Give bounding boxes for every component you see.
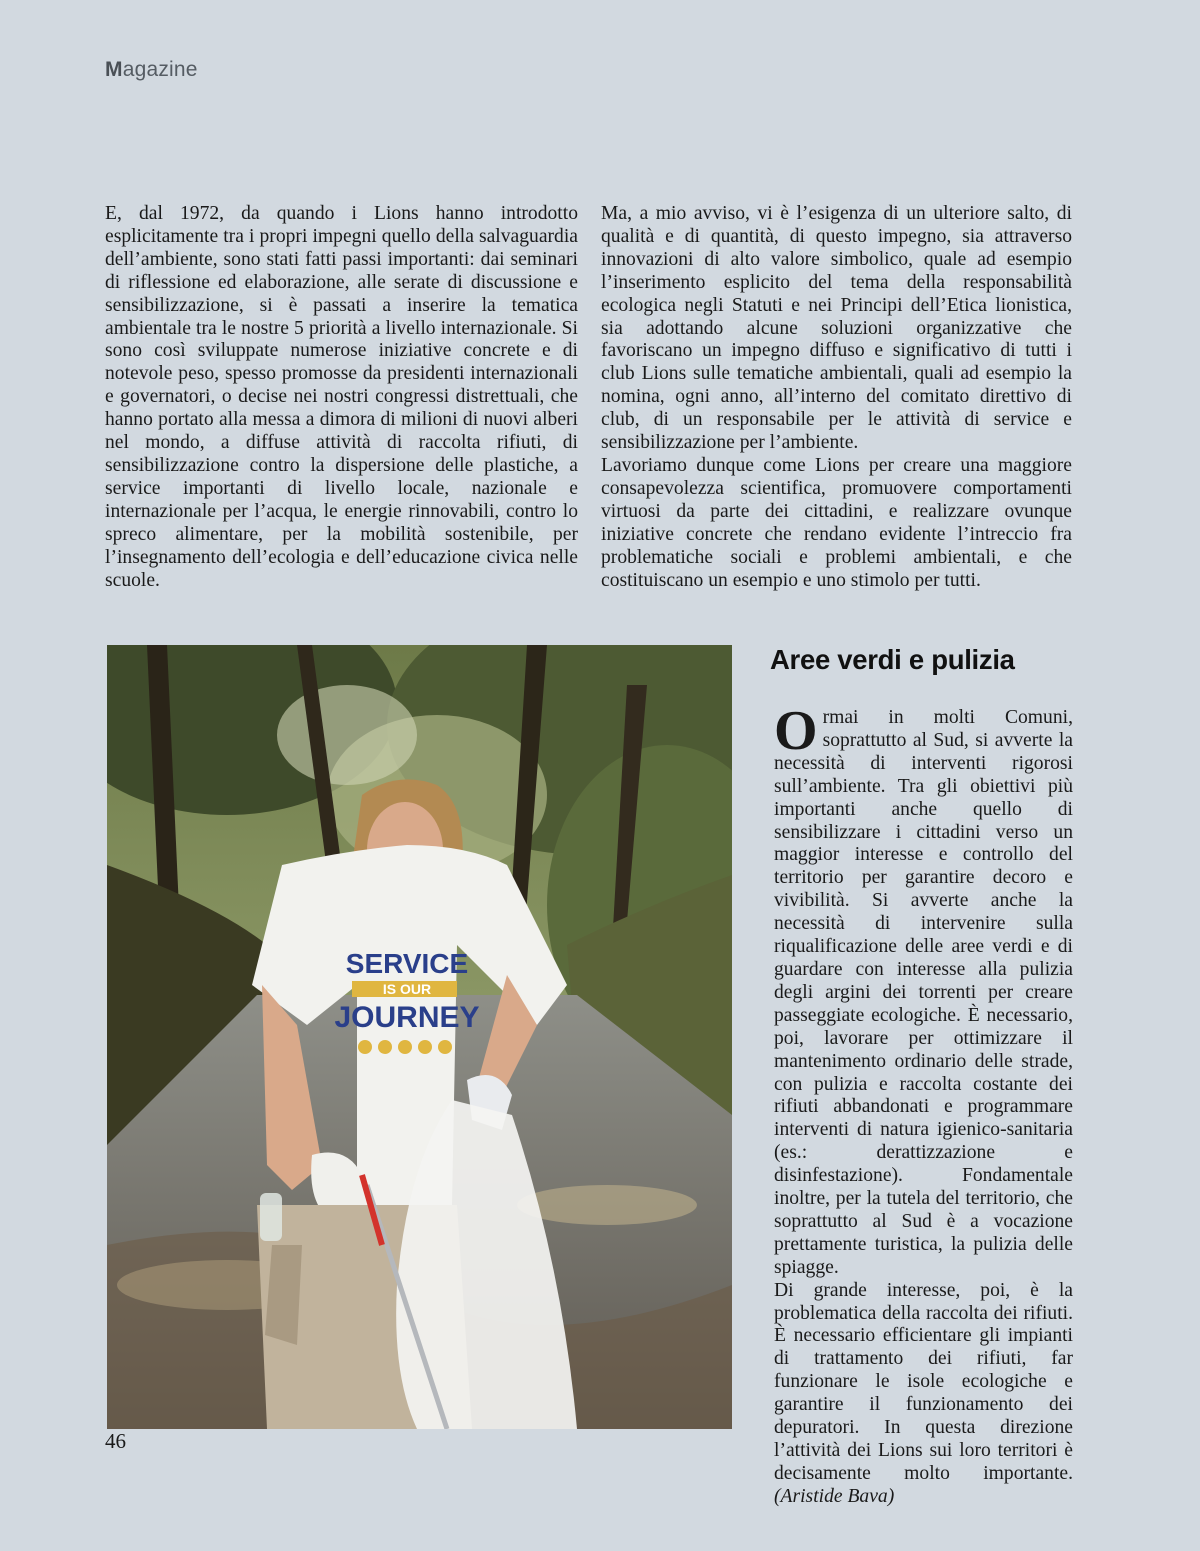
page-number: 46 bbox=[105, 1429, 126, 1453]
sidebar-paragraph bbox=[774, 1280, 1073, 1509]
article-paragraph: E, dal 1972, da quando i Lions hanno introdotto esplicitamente tra i propri impegni quello della salvaguardia dell’ambiente, sono stati fatti passi importanti: dai seminari di riflessione ed elaborazione, alle serate di discussione e sensibilizzazione, si è passati a inserire la tematica ambientale tra le nostre 5 priorità a livello internazionale. Si sono così sviluppate numerose iniziative concrete e di notevole peso, spesso promosse da presidenti internazionali e governatori, o decise nei nostri congressi distrettuali, che hanno portato alla messa a dimora di milioni di nuovi alberi nel mondo, a diffuse attività di raccolta rifiuti, di sensibilizzazione contro la dispersione delle plastiche, a service importanti di livello locale, nazionale e internazionale per l’acqua, le energie rinnovabili, contro lo spreco alimentare, per la mobilità sostenibile, per l’insegnamento dell’ecologia e dell’educazione civica nelle scuole. bbox=[105, 203, 578, 591]
article-column-right bbox=[601, 203, 1072, 592]
sidebar-paragraph bbox=[774, 700, 1073, 1280]
sidebar-body bbox=[774, 700, 1073, 1509]
sidebar-text: Di grande interesse, poi, è la problematica della raccolta dei rifiuti. È necessario efficientare gli impianti di trattamento dei rifiuti, far funzionare le isole ecologiche e garantire il funzionamento dei depuratori. In questa direzione l’attività dei Lions sui loro territori è decisamente molto importante. bbox=[774, 1279, 1073, 1484]
drop-cap: O bbox=[774, 700, 818, 762]
article-paragraph: Lavoriamo dunque come Lions per creare una maggiore consapevolezza scientifica, promuovere comportamenti virtuosi da parte dei cittadini, e realizzare ovunque iniziative concrete che rendano evidente l’intreccio fra problematiche sociali e problemi ambientali, e che costituiscano un esempio e uno stimolo per tutti. bbox=[601, 454, 1072, 591]
section-rest: agazine bbox=[122, 58, 198, 81]
author-signature: (Aristide Bava) bbox=[774, 1485, 895, 1507]
volunteer-photo bbox=[107, 645, 732, 1429]
shirt-line3: JOURNEY bbox=[334, 1001, 480, 1034]
article-paragraph: Ma, a mio avviso, vi è l’esigenza di un ulteriore salto, di qualità e di quantità, di questo impegno, sia attraverso innovazioni di alto valore simbolico, quale ad esempio l’inserimento esplicito del tema della responsabilità ecologica negli Statuti e nei Principi dell’Etica lionistica, sia adottando alcune soluzioni organizzative che favoriscano un impegno diffuso e significativo di tutti i club Lions sulle tematiche ambientali, quali ad esempio la nomina, ogni anno, all’interno del comitato direttivo di club, di un responsabile per le attività di service e sensibilizzazione per l’ambiente. bbox=[601, 203, 1072, 454]
sidebar-text: rmai in molti Comuni, soprattutto al Sud, si avverte la necessità di interventi rigorosi sull’ambiente. Tra gli obiettivi più importanti anche quello di sensibilizzare i cittadini verso un maggior interesse e controllo del territorio per garantire decoro e vivibilità. Si avverte anche la necessità di intervenire sulla riqualificazione delle aree verdi e di guardare con interesse alla pulizia degli argini dei torrenti per creare passeggiate ecologiche. È necessario, poi, lavorare per ottimizzare il mantenimento ordinario delle strade, con pulizia e raccolta costante dei rifiuti abbandonati e programmare interventi di natura igienico-sanitaria (es.: derattizzazione e disinfestazione). Fondamentale inoltre, per la tutela del territorio, che soprattutto al Sud è a vocazione prettamente turistica, la pulizia delle spiagge. bbox=[774, 707, 1073, 1278]
shirt-line1: SERVICE bbox=[345, 948, 469, 979]
shirt-line2: IS OUR bbox=[382, 981, 432, 997]
magazine-section-label bbox=[105, 58, 198, 82]
sidebar-title: Aree verdi e pulizia bbox=[770, 644, 1015, 675]
article-column-left bbox=[105, 203, 578, 592]
section-initial: M bbox=[105, 58, 123, 81]
volunteer-photo-illustration bbox=[107, 645, 732, 1429]
